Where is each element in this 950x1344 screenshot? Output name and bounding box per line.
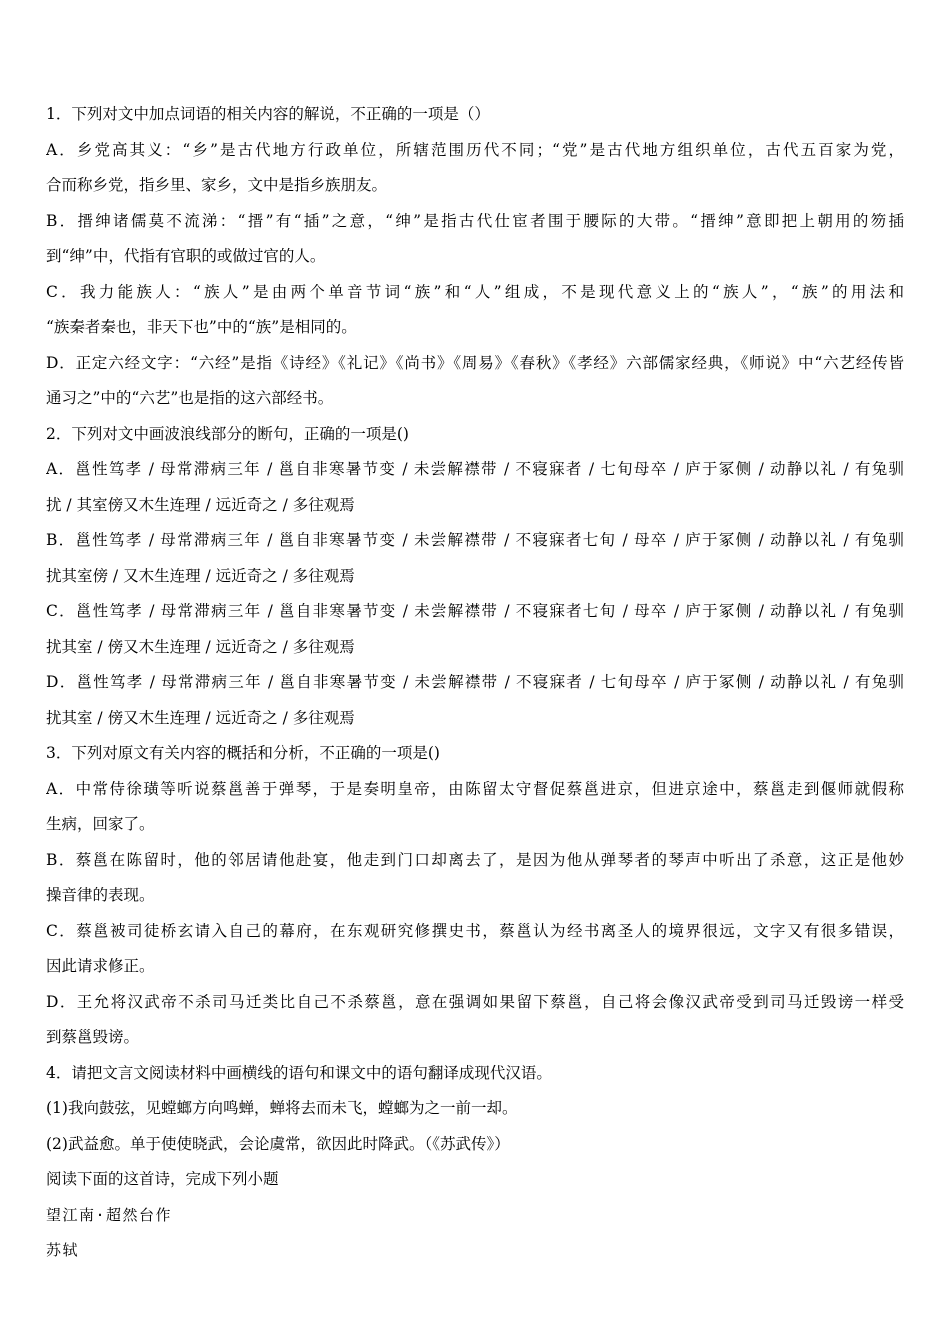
q1-option-d: D．正定六经文字：“六经”是指《诗经》《礼记》《尚书》《周易》《春秋》《孝经》六部儒家经典，《师说》中“六艺经传皆: [46, 353, 904, 372]
q3-option-d-cont: 到蔡邕毁谤。: [46, 1028, 140, 1046]
q3-option-b: B．蔡邕在陈留时，他的邻居请他赴宴，他走到门口却离去了，是因为他从弹琴者的琴声中听出了杀意，这正是他妙: [46, 850, 904, 869]
poem-instruction: 阅读下面的这首诗，完成下列小题: [46, 1170, 279, 1188]
q2-option-b: B．邕性笃孝 / 母常滞病三年 / 邕自非寒暑节变 / 未尝解襟带 / 不寝寐者七旬 / 母卒 / 庐于冢侧 / 动静以礼 / 有兔驯: [46, 531, 904, 549]
poem-title: 望江南·超然台作: [46, 1205, 173, 1224]
q3-option-a: A．中常侍徐璜等听说蔡邕善于弹琴，于是奏明皇帝，由陈留太守督促蔡邕进京，但进京途中，蔡邕走到偃师就假称: [46, 779, 904, 798]
q4-stem: 4．请把文言文阅读材料中画横线的语句和课文中的语句翻译成现代汉语。: [46, 1063, 552, 1082]
q1-option-c: C．我力能族人：“族人”是由两个单音节词“族”和“人”组成，不是现代意义上的“族人”，“族”的用法和: [46, 282, 904, 301]
q1-option-b: B．搢绅诸儒莫不流涕：“搢”有“插”之意，“绅”是指古代仕宦者围于腰际的大带。“搢绅”意即把上朝用的笏插: [46, 211, 904, 230]
q2-option-d-cont: 扰其室 / 傍又木生连理 / 远近奇之 / 多往观焉: [46, 708, 355, 727]
q3-option-d: D．王允将汉武帝不杀司马迁类比自己不杀蔡邕，意在强调如果留下蔡邕，自己将会像汉武帝受到司马迁毁谤一样受: [46, 992, 904, 1011]
q3-option-c-cont: 因此请求修正。: [46, 957, 155, 975]
q2-option-c-cont: 扰其室 / 傍又木生连理 / 远近奇之 / 多往观焉: [46, 637, 355, 656]
q3-option-c: C．蔡邕被司徒桥玄请入自己的幕府，在东观研究修撰史书，蔡邕认为经书离圣人的境界很远，文字又有很多错误，: [46, 921, 904, 940]
q2-option-b-cont: 扰其室傍 / 又木生连理 / 远近奇之 / 多往观焉: [46, 566, 355, 585]
q2-option-a-cont: 扰 / 其室傍又木生连理 / 远近奇之 / 多往观焉: [46, 495, 355, 514]
q1-option-a: A．乡党高其义：“乡”是古代地方行政单位，所辖范围历代不同；“党”是古代地方组织单位，古代五百家为党，: [46, 140, 904, 159]
q2-option-a: A．邕性笃孝 / 母常滞病三年 / 邕自非寒暑节变 / 未尝解襟带 / 不寝寐者 / 七旬母卒 / 庐于冢侧 / 动静以礼 / 有兔驯: [46, 460, 904, 478]
q2-option-d: D．邕性笃孝 / 母常滞病三年 / 邕自非寒暑节变 / 未尝解襟带 / 不寝寐者 / 七旬母卒 / 庐于冢侧 / 动静以礼 / 有兔驯: [46, 673, 904, 691]
q4-sentence-2: (2)武益愈。单于使使晓武，会论虞常，欲因此时降武。（《苏武传》）: [46, 1134, 510, 1153]
q1-option-a-cont: 合而称乡党，指乡里、家乡，文中是指乡族朋友。: [46, 176, 388, 194]
q4-sentence-1: (1)我向鼓弦，见螳螂方向鸣蝉，蝉将去而未飞，螳螂为之一前一却。: [46, 1099, 518, 1117]
q2-stem: 2．下列对文中画波浪线部分的断句，正确的一项是(): [46, 424, 409, 443]
q3-option-a-cont: 生病，回家了。: [46, 815, 155, 833]
q1-option-b-cont: 到“绅”中，代指有官职的或做过官的人。: [46, 247, 326, 265]
poem-author: 苏轼: [46, 1241, 80, 1259]
q3-stem: 3．下列对原文有关内容的概括和分析，不正确的一项是(): [46, 744, 440, 762]
q3-option-b-cont: 操音律的表现。: [46, 886, 155, 904]
q1-option-c-cont: “族秦者秦也，非天下也”中的“族”是相同的。: [46, 318, 357, 336]
q1-stem: 1．下列对文中加点词语的相关内容的解说，不正确的一项是（）: [46, 105, 490, 123]
q1-option-d-cont: 通习之”中的“六艺”也是指的这六部经书。: [46, 389, 334, 407]
q2-option-c: C．邕性笃孝 / 母常滞病三年 / 邕自非寒暑节变 / 未尝解襟带 / 不寝寐者七旬 / 母卒 / 庐于冢侧 / 动静以礼 / 有兔驯: [46, 602, 904, 620]
